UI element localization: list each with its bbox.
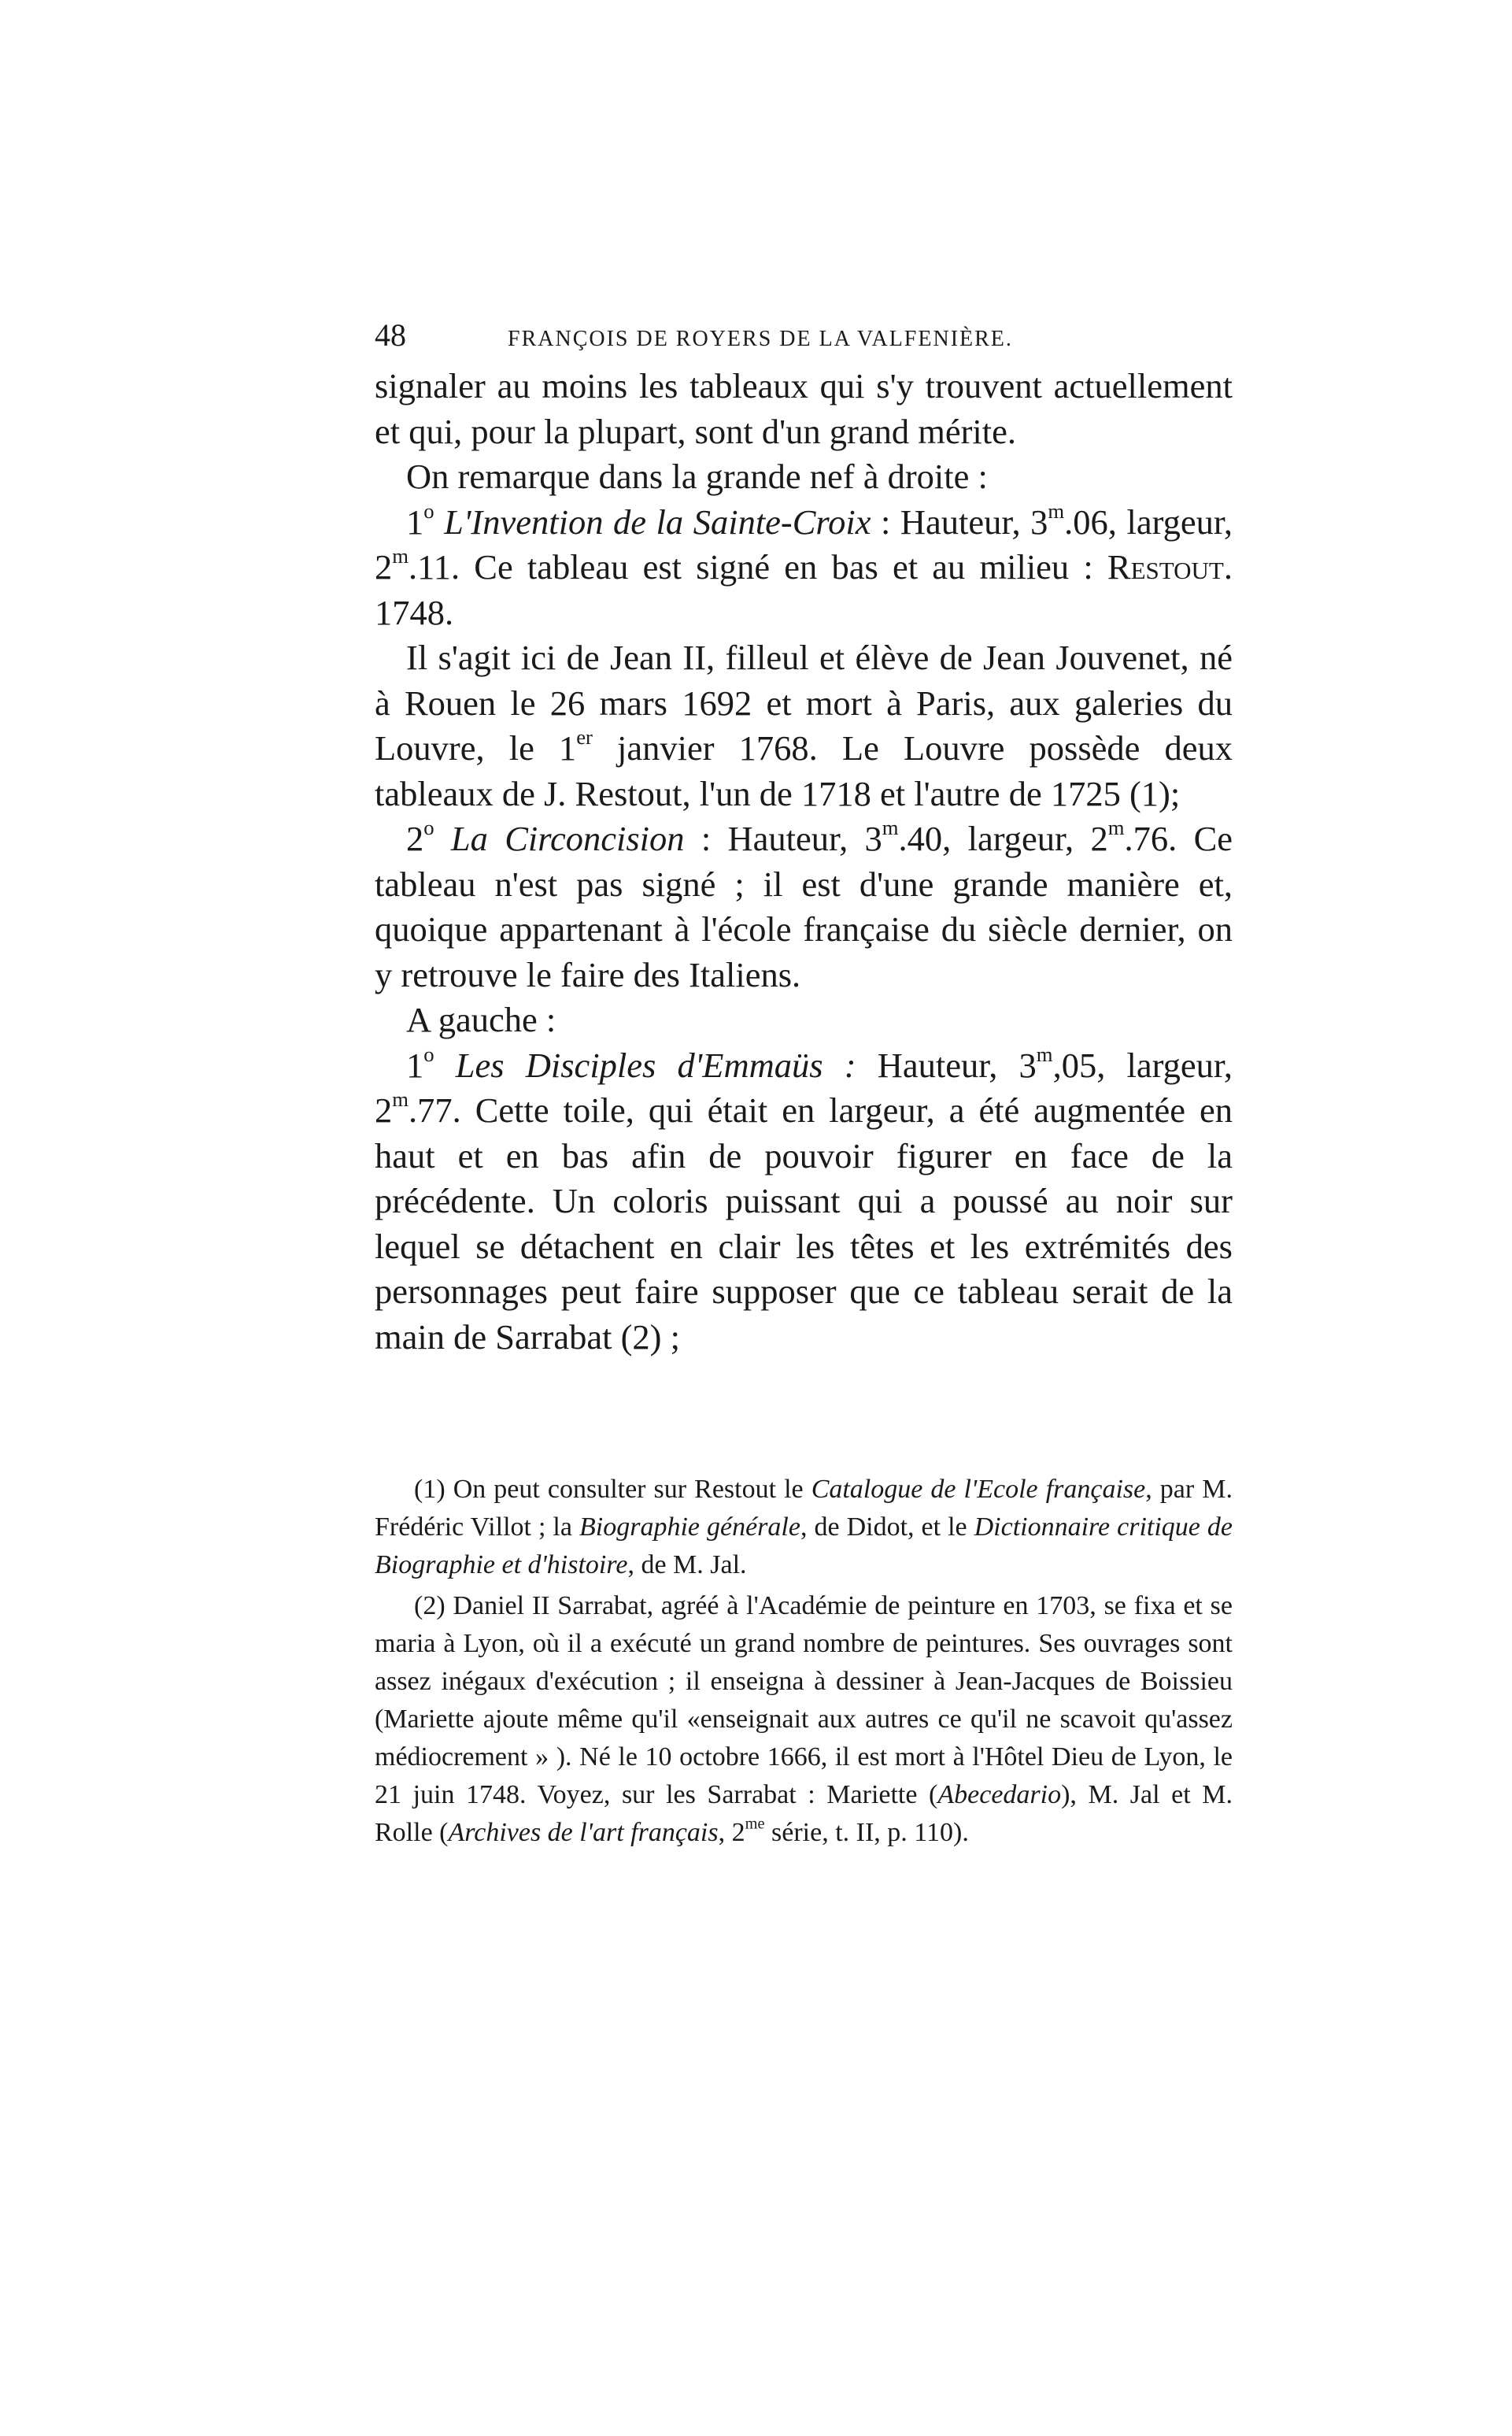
running-header: [375, 318, 1240, 357]
unit-superscript: m: [392, 1087, 409, 1111]
unit-superscript: m: [882, 815, 899, 839]
painting-title: Les Disciples d'Emmaüs :: [455, 1045, 856, 1085]
ordinal-superscript: o: [423, 1042, 434, 1066]
paragraph-disciples-emmaus: 1$^o$ Les Disciples d'Emmaüs : Hauteur, 3$^m$,05, largeur, 2$^m$.77. Cette toile, qui était en largeur, a été augmentée en haut et en bas afin de pouvoir figurer en face de la précédente. Un coloris puissant qui a poussé au noir sur lequel se détachent en clair les têtes et les extrémités des personnages peut faire supposer que ce tableau serait de la main de Sarrabat (2) ;: [375, 1042, 1233, 1357]
unit-superscript: m: [392, 543, 409, 568]
page-number: 48: [375, 317, 406, 353]
biographie-title: Biographie générale: [579, 1512, 800, 1542]
paragraph-invention-sainte-croix: 1$^o$ L'Invention de la Sainte-Croix : Hauteur, 3$^m$.06, largeur, 2$^m$.11. Ce tableau est signé en bas et au milieu : Restout. 1748.: [375, 498, 1233, 632]
series-superscript: me: [745, 1815, 765, 1833]
ordinal-superscript: o: [423, 498, 434, 523]
paragraph-right-nave: On remarque dans la grande nef à droite :: [406, 457, 988, 496]
paragraph-left-side: A gauche :: [406, 1000, 556, 1039]
unit-superscript: m: [1107, 815, 1125, 839]
signature-name: Restout: [1107, 547, 1224, 587]
abecedario-title: Abecedario: [937, 1780, 1062, 1809]
painting-title: La Circoncision: [450, 819, 685, 858]
item-number: 2: [406, 819, 424, 858]
running-title: FRANÇOIS DE ROYERS DE LA VALFENIÈRE.: [508, 327, 1013, 351]
paragraph-jean-restout: Il s'agit ici de Jean II, filleul et élève de Jean Jouvenet, né à Rouen le 26 mars 1692 et mort à Paris, aux galeries du Louvre, le 1er janvier 1768. Le Louvre possède deux tableaux de J. Restout, l'un de 1718 et l'autre de 1725 (1);: [375, 638, 1233, 813]
paragraph-circoncision: 2$^o$ La Circoncision : Hauteur, 3$^m$.40, largeur, 2$^m$.76. Ce tableau n'est pas signé ; il est d'une grande manière et, quoique appartenant à l'école française du siècle dernier, on y retrouve le faire des Italiens.: [375, 815, 1233, 994]
item-number: 1: [406, 1045, 424, 1085]
paragraph-continuation: signaler au moins les tableaux qui s'y trouvent actuellement et qui, pour la plupart, sont d'un grand mérite.: [375, 366, 1233, 451]
footnote-2: (2) Daniel II Sarrabat, agréé à l'Académie de peinture en 1703, se fixa et se maria à Lyon, où il a exécuté un grand nombre de peintures. Ses ouvrages sont assez inégaux d'exécution ; il enseigna à dessiner à Jean-Jacques de Boissieu (Mariette ajoute même qu'il «enseignait aux autres ce qu'il ne scavoit qu'assez médiocrement » ). Né le 10 octobre 1666, il est mort à l'Hôtel Dieu de Lyon, le 21 juin 1748. Voyez, sur les Sarrabat : Mariette (Abecedario), M. Jal et M. Rolle (Archives de l'art français, $2^{me}$ série, t. II, p. 110).: [375, 1591, 1233, 1847]
catalogue-title: Catalogue de l'Ecole française: [811, 1475, 1146, 1504]
unit-superscript: m: [1048, 498, 1065, 523]
ordinal-superscript: o: [423, 815, 434, 839]
item-number: 1: [406, 502, 424, 542]
footnotes: [375, 1471, 1233, 1852]
footnote-1: (1) On peut consulter sur Restout le Catalogue de l'Ecole française, par M. Frédéric Villot ; la Biographie générale, de Didot, et le Dictionnaire critique de Biographie et d'histoire, de M. Jal.: [375, 1475, 1233, 1579]
painting-title: L'Invention de la Sainte-Croix: [444, 502, 871, 542]
dictionnaire-title: Dictionnaire critique de Biographie et d'histoire: [375, 1512, 1233, 1579]
unit-superscript: m: [1036, 1042, 1053, 1066]
ordinal-superscript: er: [576, 724, 593, 749]
main-text: [375, 364, 1233, 1360]
archives-title: Archives de l'art français: [448, 1818, 719, 1847]
